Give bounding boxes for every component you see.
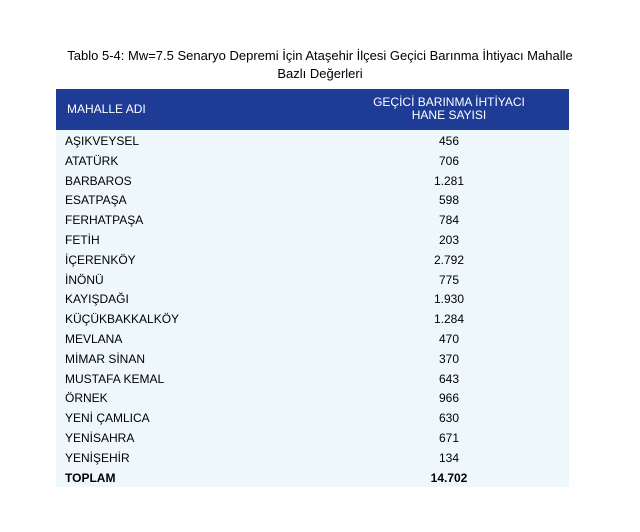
header-household-count-line-2: HANE SAYISI <box>411 108 487 122</box>
household-count: 203 <box>438 232 460 247</box>
header-neighbourhood-name: MAHALLE ADI <box>67 102 146 116</box>
household-count: 456 <box>438 134 460 148</box>
neighbourhood-name: KÜÇÜKBAKKALKÖY <box>65 312 180 327</box>
table-row <box>56 152 569 172</box>
neighbourhood-name: YENİ ÇAMLICA <box>65 411 150 426</box>
table-body <box>56 130 569 488</box>
household-count: 643 <box>438 371 460 386</box>
table-row <box>56 231 569 251</box>
household-count: 470 <box>438 331 460 346</box>
household-count: 598 <box>438 193 460 208</box>
total-row <box>56 469 569 489</box>
neighbourhood-name: KAYIŞDAĞI <box>65 292 129 307</box>
table-header <box>56 89 569 130</box>
neighbourhood-name: YENİŞEHİR <box>65 450 130 465</box>
household-count: 1.930 <box>433 292 465 307</box>
total-label: TOPLAM <box>65 470 116 485</box>
household-count: 134 <box>438 450 460 465</box>
neighbourhood-name: MEVLANA <box>65 331 123 346</box>
household-count: 370 <box>438 351 460 366</box>
table-row <box>56 211 569 231</box>
table-row <box>56 429 569 449</box>
neighbourhood-name: YENİSAHRA <box>65 430 135 445</box>
neighbourhood-name: MUSTAFA KEMAL <box>65 371 165 386</box>
neighbourhood-name: AŞIKVEYSEL <box>65 134 140 148</box>
table-row <box>56 132 569 152</box>
table-row <box>56 409 569 429</box>
neighbourhood-name: ATATÜRK <box>65 153 119 168</box>
neighbourhood-name: İNÖNÜ <box>65 272 104 287</box>
household-count: 706 <box>438 153 460 168</box>
caption-line-2: Bazlı Değerleri <box>277 66 363 81</box>
table-row <box>56 251 569 271</box>
household-count: 966 <box>438 391 460 406</box>
household-count: 775 <box>438 272 460 287</box>
table-caption <box>40 47 600 83</box>
neighbourhood-name: FETİH <box>65 232 100 247</box>
table-row <box>56 330 569 350</box>
table-row <box>56 370 569 390</box>
household-count: 1.281 <box>433 173 465 188</box>
neighbourhood-name: ESATPAŞA <box>65 193 127 208</box>
household-count: 1.284 <box>433 312 465 327</box>
header-household-count-line-1: GEÇİCİ BARINMA İHTİYACI <box>373 95 525 109</box>
header-household-count <box>349 96 549 122</box>
table-row <box>56 172 569 192</box>
household-count: 784 <box>438 213 460 228</box>
table-row <box>56 350 569 370</box>
household-count: 630 <box>438 411 460 426</box>
table-row <box>56 271 569 291</box>
table-row <box>56 389 569 409</box>
table-row <box>56 290 569 310</box>
shelter-need-table <box>56 89 569 487</box>
total-value: 14.702 <box>430 470 468 485</box>
neighbourhood-name: MİMAR SİNAN <box>65 351 146 366</box>
table-row <box>56 191 569 211</box>
household-count: 2.792 <box>433 252 465 267</box>
neighbourhood-name: İÇERENKÖY <box>65 252 136 267</box>
neighbourhood-name: FERHATPAŞA <box>65 213 144 228</box>
table-row <box>56 310 569 330</box>
neighbourhood-name: ÖRNEK <box>65 391 108 406</box>
caption-line-1: Tablo 5-4: Mw=7.5 Senaryo Depremi İçin Ataşehir İlçesi Geçici Barınma İhtiyacı Mahalle <box>67 48 573 63</box>
household-count: 671 <box>438 430 460 445</box>
neighbourhood-name: BARBAROS <box>65 173 132 188</box>
table-row <box>56 449 569 469</box>
